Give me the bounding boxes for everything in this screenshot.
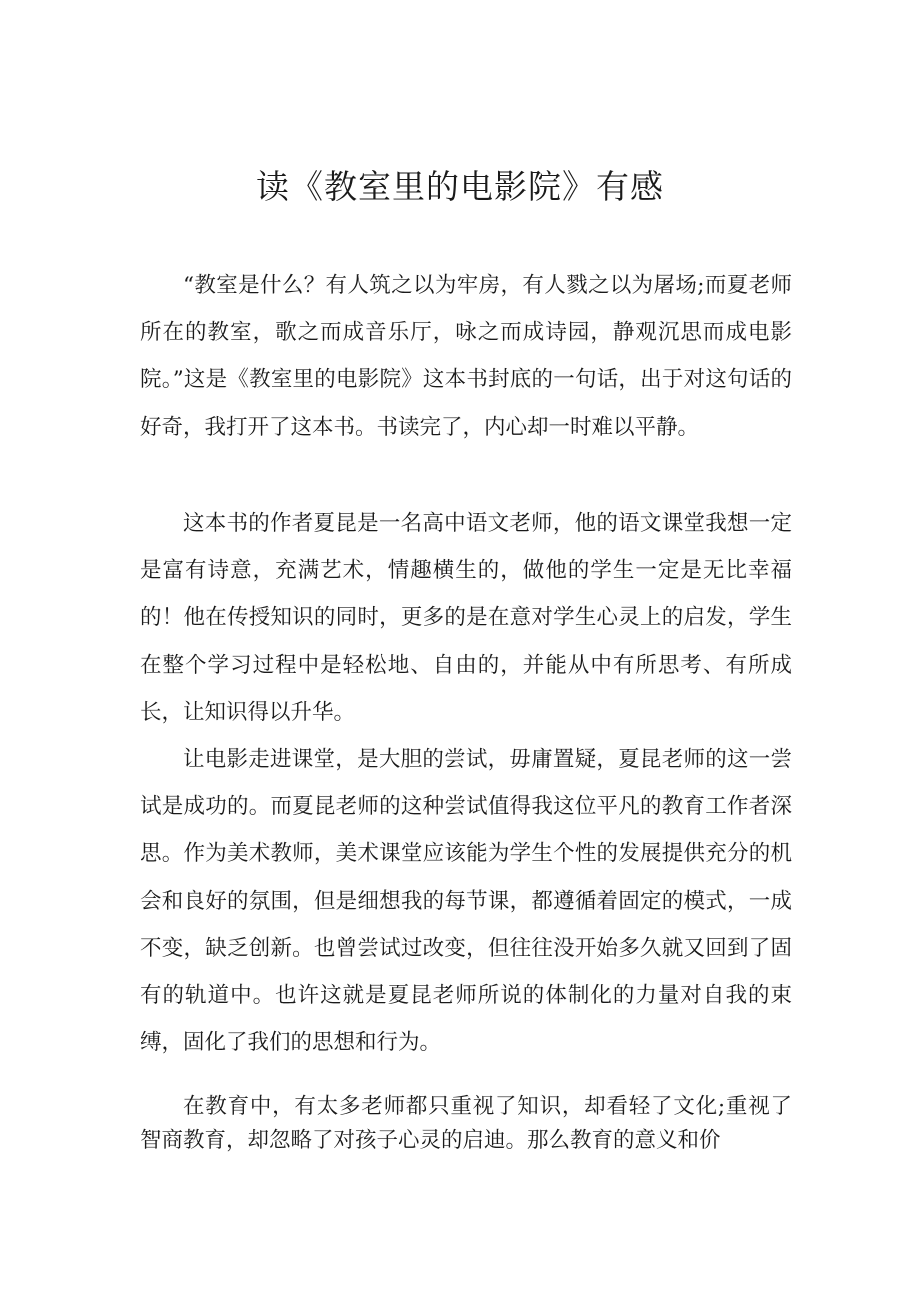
paragraph: 让电影走进课堂，是大胆的尝试，毋庸置疑，夏昆老师的这一尝试是成功的。而夏昆老师的这种尝试值得我这位平凡的教育工作者深思。作为美术教师，美术课堂应该能为学生个性的发展提供充分的机会和良好的氛围，但是细想我的每节课，都遵循着固定的模式，一成不变，缺乏创新。也曾尝试过改变，但往往没开始多久就又回到了固有的轨道中。也许这就是夏昆老师所说的体制化的力量对自我的束缚，固化了我们的思想和行为。 — [140, 747, 792, 1056]
paragraph-block — [140, 500, 792, 736]
paragraph-block — [140, 1090, 792, 1158]
paragraph: “教室是什么？有人筑之以为牢房，有人戮之以为屠场;而夏老师所在的教室，歌之而成音乐厅，咏之而成诗园，静观沉思而成电影院。”这是《教室里的电影院》这本书封底的一句话，出于对这句话的好奇，我打开了这本书。书读完了，内心却一时难以平静。 — [140, 273, 792, 440]
paragraph-block — [140, 736, 792, 1066]
document-title: 读《教室里的电影院》有感 — [256, 167, 664, 206]
paragraph-block — [140, 262, 792, 451]
paragraph: 这本书的作者夏昆是一名高中语文老师，他的语文课堂我想一定是富有诗意，充满艺术，情趣横生的，做他的学生一定是无比幸福的！他在传授知识的同时，更多的是在意对学生心灵上的启发，学生在整个学习过程中是轻松地、自由的，并能从中有所思考、有所成长，让知识得以升华。 — [140, 511, 792, 725]
paragraph: 在教育中，有太多老师都只重视了知识，却看轻了文化;重视了智商教育，却忽略了对孩子心灵的启迪。那么教育的意义和价 — [140, 1094, 792, 1153]
